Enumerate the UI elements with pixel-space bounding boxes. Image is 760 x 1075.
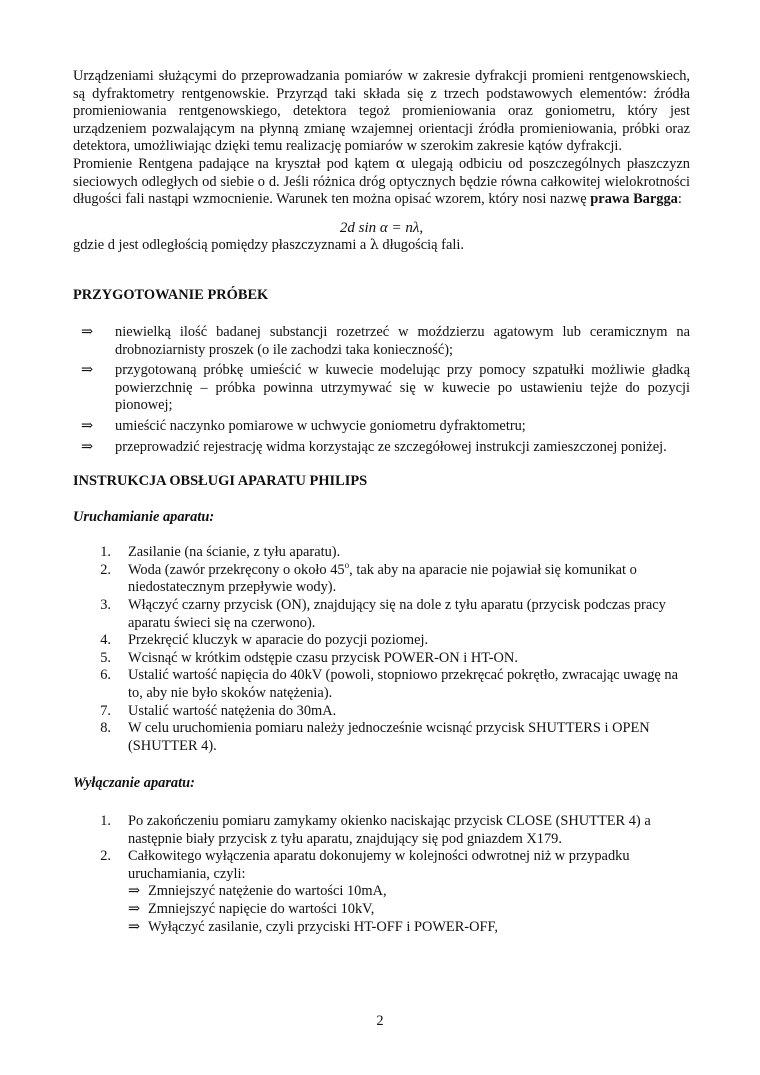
- startup-steps: [73, 544, 690, 755]
- startup-step: 4. Przekręcić kluczyk w aparacie do pozycji poziomej.: [100, 632, 429, 649]
- law-colon: :: [677, 191, 682, 208]
- intro-p2-start: Promienie Rentgena padające na kryształ pod kątem: [73, 155, 390, 172]
- bragg-formula: [73, 219, 690, 237]
- shutdown-steps: [73, 813, 690, 936]
- intro-paragraph-1: Urządzeniami służącymi do przeprowadzania pomiarów w zakresie dyfrakcji promieni rentgenowskiech, są dyfraktometry rentgenowskie. Przyrząd taki składa się z trzech podstawowych elementów: źródła promieniowania rentgenowskiego, detektora tegoż promieniowania oraz goniometru, który jest urządzeniem pozwalającym na płynną zmianę wzajemnej orientacji źródła promieniowania, próbki oraz detektora, umożliwiając dzięki temu realizację pomiarów w szerokim zakresie kątów dyfrakcji.: [73, 68, 690, 155]
- startup-step: 3. Włączyć czarny przycisk (ON), znajdujący się na dole z tyłu aparatu (przycisk podczas pracy aparatu świeci się na czerwono).: [100, 597, 666, 631]
- prep-item: ⇒ umieścić naczynko pomiarowe w uchwycie goniometru dyfraktometru;: [81, 417, 526, 434]
- bragg-law-name: prawa Bargga: [590, 191, 678, 208]
- startup-step: 1. Zasilanie (na ścianie, z tyłu aparatu).: [100, 544, 341, 561]
- instructions-heading: INSTRUKCJA OBSŁUGI APARATU PHILIPS: [73, 473, 368, 490]
- shutdown-substep: ⇒ Wyłączyć zasilanie, czyli przyciski HT-OFF i POWER-OFF,: [128, 918, 498, 935]
- startup-step: 8. W celu uruchomienia pomiaru należy jednocześnie wcisnąć przycisk SHUTTERS i OPEN (SHUTTER 4).: [100, 720, 650, 754]
- shutdown-step: 2. Całkowitego wyłączenia aparatu dokonujemy w kolejności odwrotnej niż w przypadku uruchamiania, czyli: ⇒ Zmniejszyć natężenie do wartości 10mA, ⇒ Zmniejszyć napięcie do wartości 10kV, ⇒ Wyłączyć zasilanie, czyli przyciski HT-OFF i POWER-OFF,: [73, 848, 690, 936]
- prep-item: ⇒ niewielką ilość badanej substancji rozetrzeć w moździerzu agatowym lub ceramicznym na drobnoziarnisty proszek (o ile zachodzi taka konieczność);: [81, 323, 690, 358]
- formula-explanation: [73, 237, 690, 255]
- startup-step: 5. Wcisnąć w krótkim odstępie czasu przycisk POWER-ON i HT-ON.: [100, 649, 518, 666]
- startup-heading: Uruchamianie aparatu:: [73, 508, 215, 525]
- arrow-icon: ⇒: [128, 900, 141, 917]
- shutdown-heading: Wyłączanie aparatu:: [73, 775, 195, 792]
- shutdown-substeps: [128, 883, 690, 936]
- shutdown-substep: ⇒ Zmniejszyć napięcie do wartości 10kV,: [128, 900, 375, 917]
- shutdown-substep: ⇒ Zmniejszyć natężenie do wartości 10mA,: [128, 883, 387, 900]
- prep-list: [73, 324, 690, 456]
- prep-heading: PRZYGOTOWANIE PRÓBEK: [73, 287, 269, 304]
- startup-step: 7. Ustalić wartość natężenia do 30mA.: [100, 702, 337, 719]
- arrow-icon: ⇒: [81, 438, 94, 455]
- lambda-symbol: λ: [369, 236, 379, 253]
- arrow-icon: ⇒: [81, 417, 94, 434]
- arrow-icon: ⇒: [128, 918, 141, 935]
- intro-p2-rest: ulegają odbiciu od poszczególnych płaszczyzn sieciowych odległych od siebie o d. Jeśli różnica dróg optycznych będzie równa całkowitej wielokrotności długości fali nastąpi wzmocnienie. Warunek ten można opisać wzorem, który nosi nazwę: [73, 155, 690, 208]
- arrow-icon: ⇒: [81, 362, 94, 379]
- startup-step: 2. Woda (zawór przekręcony o około 45$^o$, tak aby na aparacie nie pojawiał się komunikat o niedostatecznym przepływie wody).: [100, 560, 637, 596]
- explanation-end: długością fali.: [382, 236, 464, 253]
- explanation-start: gdzie d jest odległością pomiędzy płaszczyznami a: [73, 236, 367, 253]
- alpha-symbol: α: [395, 155, 406, 172]
- arrow-icon: ⇒: [81, 323, 94, 340]
- page-number: 2: [376, 1013, 384, 1029]
- formula-expression: 2d sin α = nλ: [339, 219, 420, 236]
- arrow-icon: ⇒: [128, 883, 141, 900]
- prep-item: ⇒ przygotowaną próbkę umieścić w kuwecie modelując przy pomocy szpatułki możliwie gładką powierzchnię – próbka powinna utrzymywać się w kuwecie po ustawieniu tejże do pozycji pionowej;: [81, 362, 690, 414]
- intro-paragraph-2: [73, 156, 690, 209]
- degree-sup: o: [344, 560, 350, 571]
- shutdown-step: 1. Po zakończeniu pomiaru zamykamy okienko naciskając przycisk CLOSE (SHUTTER 4) a następnie biały przycisk z tyłu aparatu, znajdujący się pod gniazdem X179.: [100, 813, 651, 847]
- startup-step: 6. Ustalić wartość napięcia do 40kV (powoli, stopniowo przekręcać pokrętło, zwracając uwagę na to, aby nie było skoków natężenia).: [100, 667, 678, 702]
- prep-item: ⇒ przeprowadzić rejestrację widma korzystając ze szczegółowej instrukcji zamieszczonej poniżej.: [81, 438, 667, 455]
- document-page: [73, 68, 690, 936]
- formula-comma: ,: [419, 219, 424, 236]
